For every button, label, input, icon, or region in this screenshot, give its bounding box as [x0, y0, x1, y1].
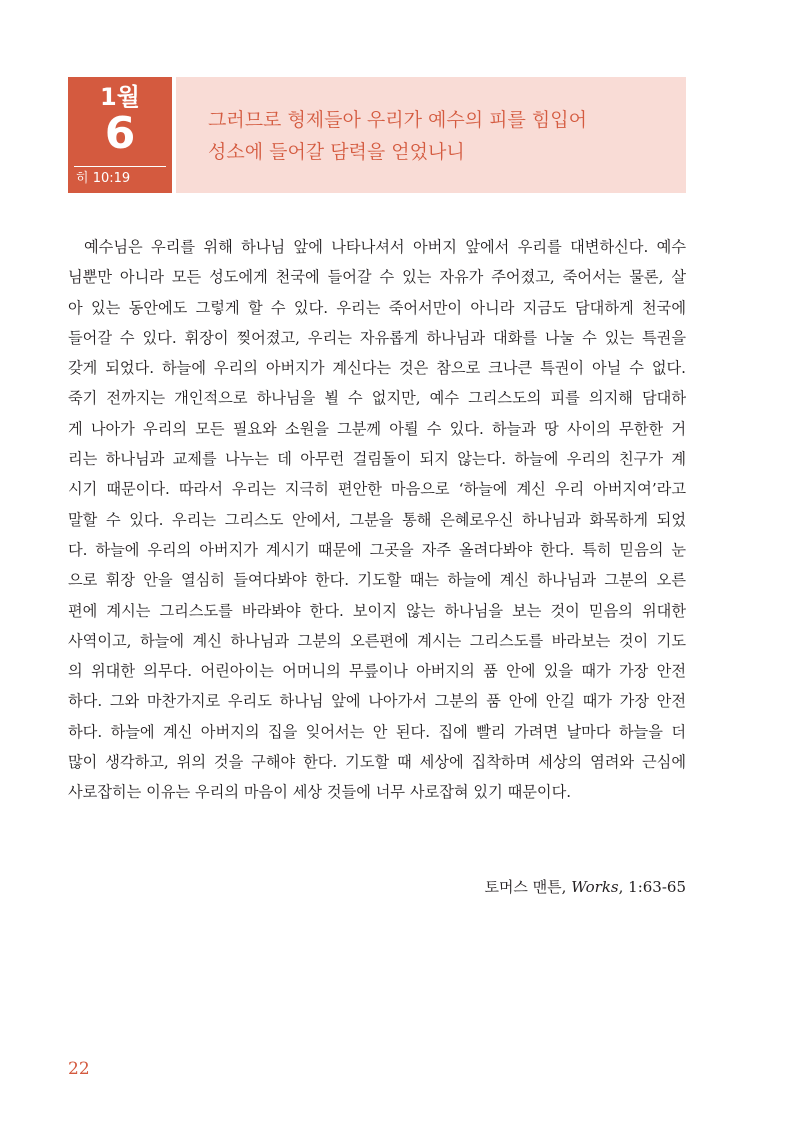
body-line: 으로 휘장 안을 열심히 들여다봐야 한다. 기도할 때는 하늘에 계신 하나님과 그분의 오른 — [68, 571, 686, 590]
body-line: 사역이고, 하늘에 계신 하나님과 그분의 오른편에 계시는 그리스도를 바라보는 것이 기도 — [68, 631, 686, 650]
body-line: 다. 하늘에 우리의 아버지가 계시기 때문에 그곳을 자주 올려다봐야 한다. 특히 믿음의 눈 — [68, 540, 686, 559]
citation — [484, 877, 686, 897]
date-month: 1월 — [100, 83, 140, 111]
body-line: 아 있는 동안에도 그렇게 할 수 있다. 우리는 죽어서만이 아니라 지금도 담대하게 천국에 — [68, 298, 686, 317]
body-line: 말할 수 있다. 우리는 그리스도 안에서, 그분을 통해 은혜로우신 하나님과 화목하게 되었 — [68, 510, 686, 529]
body-line: 의 위대한 의무다. 어린아이는 어머니의 무릎이나 아버지의 품 안에 있을 때가 가장 안전 — [68, 662, 686, 681]
body-line: 많이 생각하고, 위의 것을 구해야 한다. 기도할 때 세상에 집착하며 세상의 염려와 근심에 — [68, 753, 686, 772]
date-day: 6 — [104, 108, 136, 159]
body-line: 사로잡히는 이유는 우리의 마음이 세상 것들에 너무 사로잡혀 있기 때문이다. — [68, 783, 572, 802]
date-box — [68, 77, 172, 193]
body-line: 님뿐만 아니라 모든 성도에게 천국에 들어갈 수 있는 자유가 주어졌고, 죽어서는 물론, 살 — [68, 268, 686, 287]
body-line: 시기 때문이다. 따라서 우리는 지극히 편안한 마음으로 ‘하늘에 계신 우리 아버지여’라고 — [68, 480, 686, 499]
citation-author: 토머스 맨튼, — [484, 878, 572, 896]
verse-box — [176, 77, 686, 193]
scripture-reference: 히 10:19 — [76, 171, 131, 186]
body-line: 갖게 되었다. 하늘에 우리의 아버지가 계신다는 것은 참으로 크나큰 특권이 아닐 수 없다. — [68, 359, 686, 378]
body-line: 하다. 하늘에 계신 아버지의 집을 잊어서는 안 된다. 집에 빨리 가려면 날마다 하늘을 더 — [68, 722, 686, 741]
verse-line-2: 성소에 들어갈 담력을 얻었나니 — [208, 141, 465, 163]
verse-line-1: 그러므로 형제들아 우리가 예수의 피를 힘입어 — [208, 109, 587, 131]
citation-work-title: Works — [571, 878, 619, 896]
body-line: 편에 계시는 그리스도를 바라봐야 한다. 보이지 않는 하나님을 보는 것이 믿음의 위대한 — [68, 601, 686, 620]
body-line: 리는 하나님과 교제를 나누는 데 아무런 걸림돌이 되지 않는다. 하늘에 우리의 친구가 계 — [68, 450, 686, 469]
date-divider — [74, 166, 166, 167]
page-number: 22 — [68, 1059, 90, 1079]
body-line: 들어갈 수 있다. 휘장이 찢어졌고, 우리는 자유롭게 하나님과 대화를 나눌 수 있는 특권을 — [68, 328, 686, 347]
devotional-body — [68, 232, 686, 808]
citation-pages: , 1:63-65 — [618, 878, 686, 896]
body-line: 하다. 그와 마찬가지로 우리도 하나님 앞에 나아가서 그분의 품 안에 안길 때가 가장 안전 — [68, 692, 686, 711]
body-line: 예수님은 우리를 위해 하나님 앞에 나타나셔서 아버지 앞에서 우리를 대변하신다. 예수 — [84, 238, 686, 256]
body-line: 죽기 전까지는 개인적으로 하나님을 뵐 수 없지만, 예수 그리스도의 피를 의지해 담대하 — [68, 389, 686, 408]
body-line: 게 나아가 우리의 모든 필요와 소원을 그분께 아뢸 수 있다. 하늘과 땅 사이의 무한한 거 — [68, 419, 686, 438]
